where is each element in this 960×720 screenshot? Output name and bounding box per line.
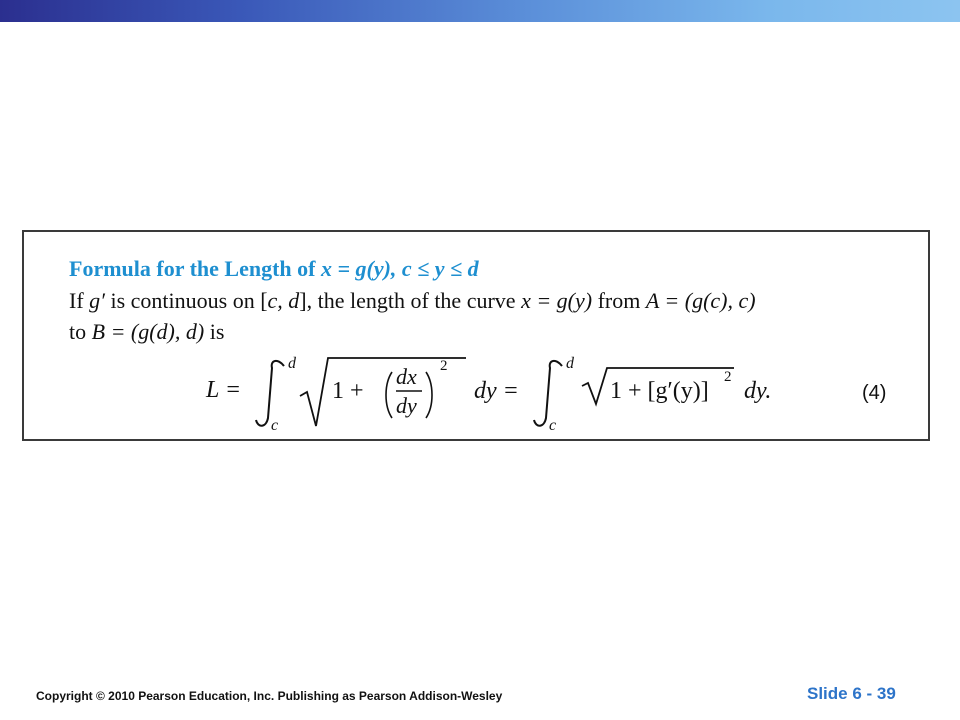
eq-lower-limit-1: c bbox=[271, 417, 279, 434]
copyright-text: Copyright © 2010 Pearson Education, Inc. Publishing as Pearson Addison-Wesley bbox=[36, 689, 503, 703]
heading-text: Formula for the Length of bbox=[69, 256, 321, 281]
heading-math: x = g(y), c ≤ y ≤ d bbox=[320, 256, 479, 281]
eq-upper-limit-1: d bbox=[288, 355, 296, 372]
text-is: is bbox=[204, 319, 225, 344]
eq-one-plus-1: 1 + bbox=[332, 378, 364, 404]
math-curve: x = g(y) bbox=[521, 288, 593, 313]
left-paren bbox=[386, 372, 392, 418]
top-gradient-band bbox=[0, 0, 960, 22]
text-continuous: is continuous on [ bbox=[104, 288, 268, 313]
text-to: to bbox=[69, 319, 92, 344]
slide-number: Slide 6 - 39 bbox=[807, 684, 896, 703]
integral-sign-1 bbox=[256, 361, 284, 426]
text-length-curve: ], the length of the curve bbox=[299, 288, 522, 313]
eq-upper-limit-2: d bbox=[566, 355, 574, 372]
math-point-a: A = (g(c), c) bbox=[645, 288, 756, 313]
math-gprime: g′ bbox=[89, 288, 105, 313]
eq-lower-limit-2: c bbox=[549, 417, 557, 434]
text-if: If bbox=[69, 288, 90, 313]
theorem-line-3 bbox=[69, 319, 224, 345]
right-paren bbox=[426, 372, 432, 418]
theorem-box bbox=[22, 230, 930, 441]
text-from: from bbox=[592, 288, 646, 313]
eq-dy-equals: dy = bbox=[474, 378, 519, 404]
eq-frac-numerator: dx bbox=[396, 364, 417, 389]
arc-length-equation bbox=[204, 354, 824, 439]
integral-sign-2 bbox=[534, 361, 562, 426]
equation-number: (4) bbox=[862, 382, 887, 404]
theorem-heading bbox=[69, 256, 479, 282]
eq-frac-denominator: dy bbox=[396, 393, 417, 418]
math-interval: c, d bbox=[267, 288, 300, 313]
theorem-line-2 bbox=[69, 288, 756, 314]
eq-lhs: L = bbox=[206, 377, 242, 403]
math-point-b: B = (g(d), d) bbox=[91, 319, 205, 344]
eq-exponent-2: 2 bbox=[724, 369, 732, 385]
eq-radicand-2: 1 + [g′(y)] bbox=[610, 378, 709, 404]
eq-dy-end: dy. bbox=[744, 378, 772, 404]
eq-exponent-1: 2 bbox=[440, 358, 448, 374]
